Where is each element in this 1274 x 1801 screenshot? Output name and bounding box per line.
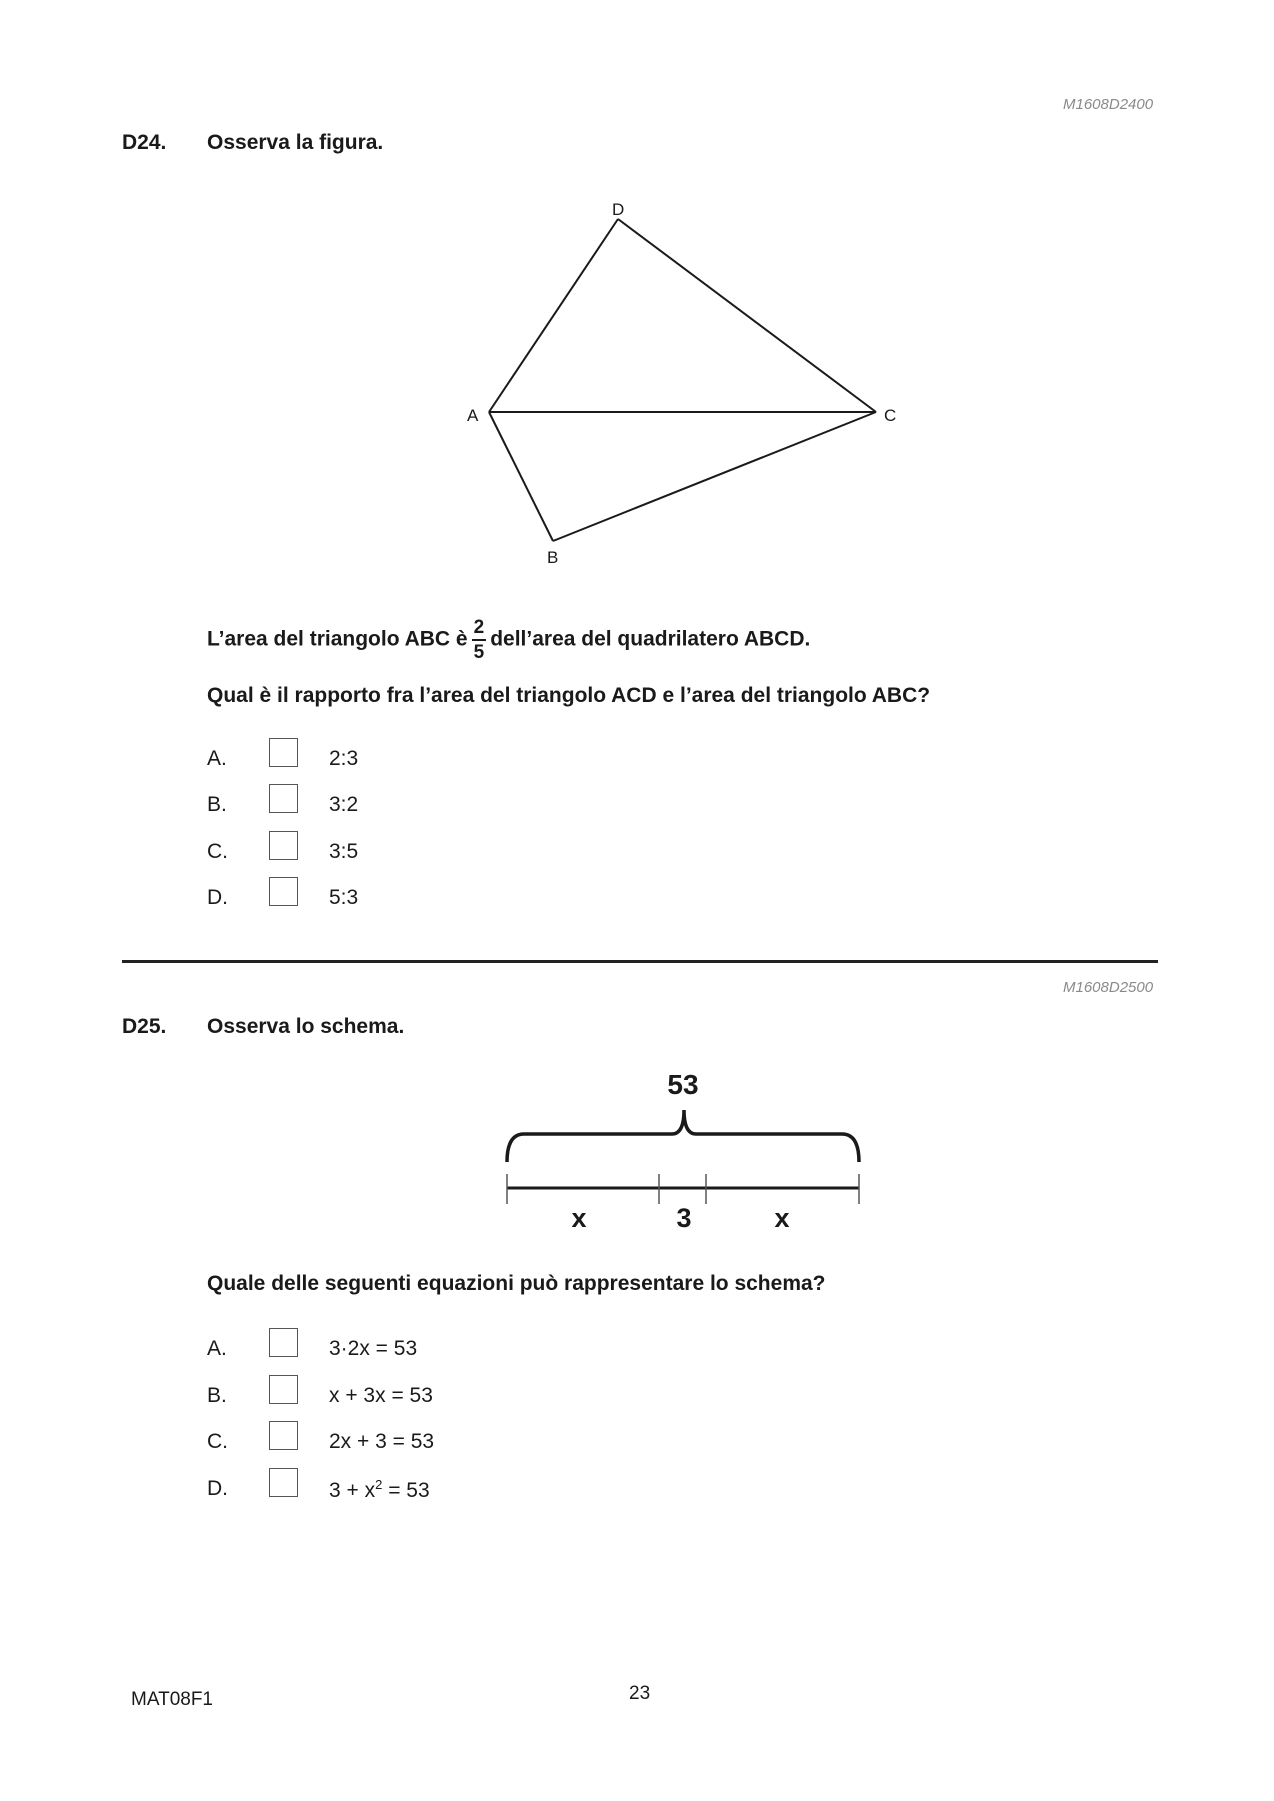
option-text-superscript: 2 bbox=[375, 1477, 383, 1492]
fraction-numerator: 2 bbox=[472, 618, 487, 641]
segment-bc bbox=[553, 412, 876, 541]
option-text: 3·2x = 53 bbox=[329, 1337, 418, 1360]
segment-dc bbox=[618, 219, 876, 412]
stem-part1: L’area del triangolo ABC è bbox=[207, 627, 468, 651]
option-letter: B. bbox=[207, 793, 227, 816]
segment-ad bbox=[489, 219, 618, 412]
question-text: Quale delle seguenti equazioni può rappresentare lo schema? bbox=[207, 1272, 826, 1295]
option-text: 3:2 bbox=[329, 793, 359, 816]
section-divider bbox=[122, 960, 1158, 963]
option-letter: A. bbox=[207, 1337, 227, 1360]
option-text: 3:5 bbox=[329, 840, 359, 863]
option-checkbox[interactable] bbox=[269, 1468, 298, 1497]
stem-part2: dell’area del quadrilatero ABCD. bbox=[490, 627, 811, 651]
question-number: D24. bbox=[122, 131, 167, 154]
vertex-label-b: B bbox=[547, 548, 559, 567]
question-text: Qual è il rapporto fra l’area del triangolo ACD e l’area del triangolo ABC? bbox=[207, 684, 931, 707]
item-code: M1608D2400 bbox=[1063, 96, 1154, 113]
vertex-label-a: A bbox=[467, 406, 479, 425]
option-checkbox[interactable] bbox=[269, 831, 298, 860]
option-letter: B. bbox=[207, 1384, 227, 1407]
page-number: 23 bbox=[629, 1683, 651, 1704]
option-checkbox[interactable] bbox=[269, 1421, 298, 1450]
option-text-main: 3 + x bbox=[329, 1479, 376, 1502]
fraction-denominator: 5 bbox=[473, 642, 485, 663]
question-title: Osserva la figura. bbox=[207, 131, 384, 154]
quadrilateral-figure bbox=[0, 0, 1274, 600]
booklet-code: MAT08F1 bbox=[131, 1689, 214, 1710]
scheme-total-label: 53 bbox=[667, 1069, 699, 1100]
question-number: D25. bbox=[122, 1015, 167, 1038]
question-title: Osserva lo schema. bbox=[207, 1015, 405, 1038]
curly-brace bbox=[507, 1110, 859, 1162]
segment-ab bbox=[489, 412, 553, 541]
option-checkbox[interactable] bbox=[269, 784, 298, 813]
question-stem bbox=[207, 618, 810, 662]
option-text: 5:3 bbox=[329, 886, 359, 909]
vertex-label-c: C bbox=[884, 406, 897, 425]
segment-label-3: 3 bbox=[676, 1203, 692, 1233]
segment-label-x: x bbox=[774, 1203, 790, 1233]
option-text bbox=[329, 1477, 430, 1503]
option-checkbox[interactable] bbox=[269, 738, 298, 767]
fraction bbox=[472, 618, 487, 662]
option-letter: C. bbox=[207, 1430, 228, 1453]
vertex-label-d: D bbox=[612, 200, 625, 219]
option-checkbox[interactable] bbox=[269, 877, 298, 906]
option-text-tail: = 53 bbox=[382, 1479, 430, 1502]
option-text: x + 3x = 53 bbox=[329, 1384, 433, 1407]
option-checkbox[interactable] bbox=[269, 1375, 298, 1404]
segment-label-x: x bbox=[571, 1203, 587, 1233]
option-letter: D. bbox=[207, 886, 228, 909]
option-letter: D. bbox=[207, 1477, 228, 1500]
option-letter: A. bbox=[207, 747, 227, 770]
item-code: M1608D2500 bbox=[1063, 979, 1154, 996]
option-checkbox[interactable] bbox=[269, 1328, 298, 1357]
option-text: 2x + 3 = 53 bbox=[329, 1430, 435, 1453]
option-letter: C. bbox=[207, 840, 228, 863]
bar-scheme bbox=[0, 1050, 1274, 1250]
option-text: 2:3 bbox=[329, 747, 359, 770]
